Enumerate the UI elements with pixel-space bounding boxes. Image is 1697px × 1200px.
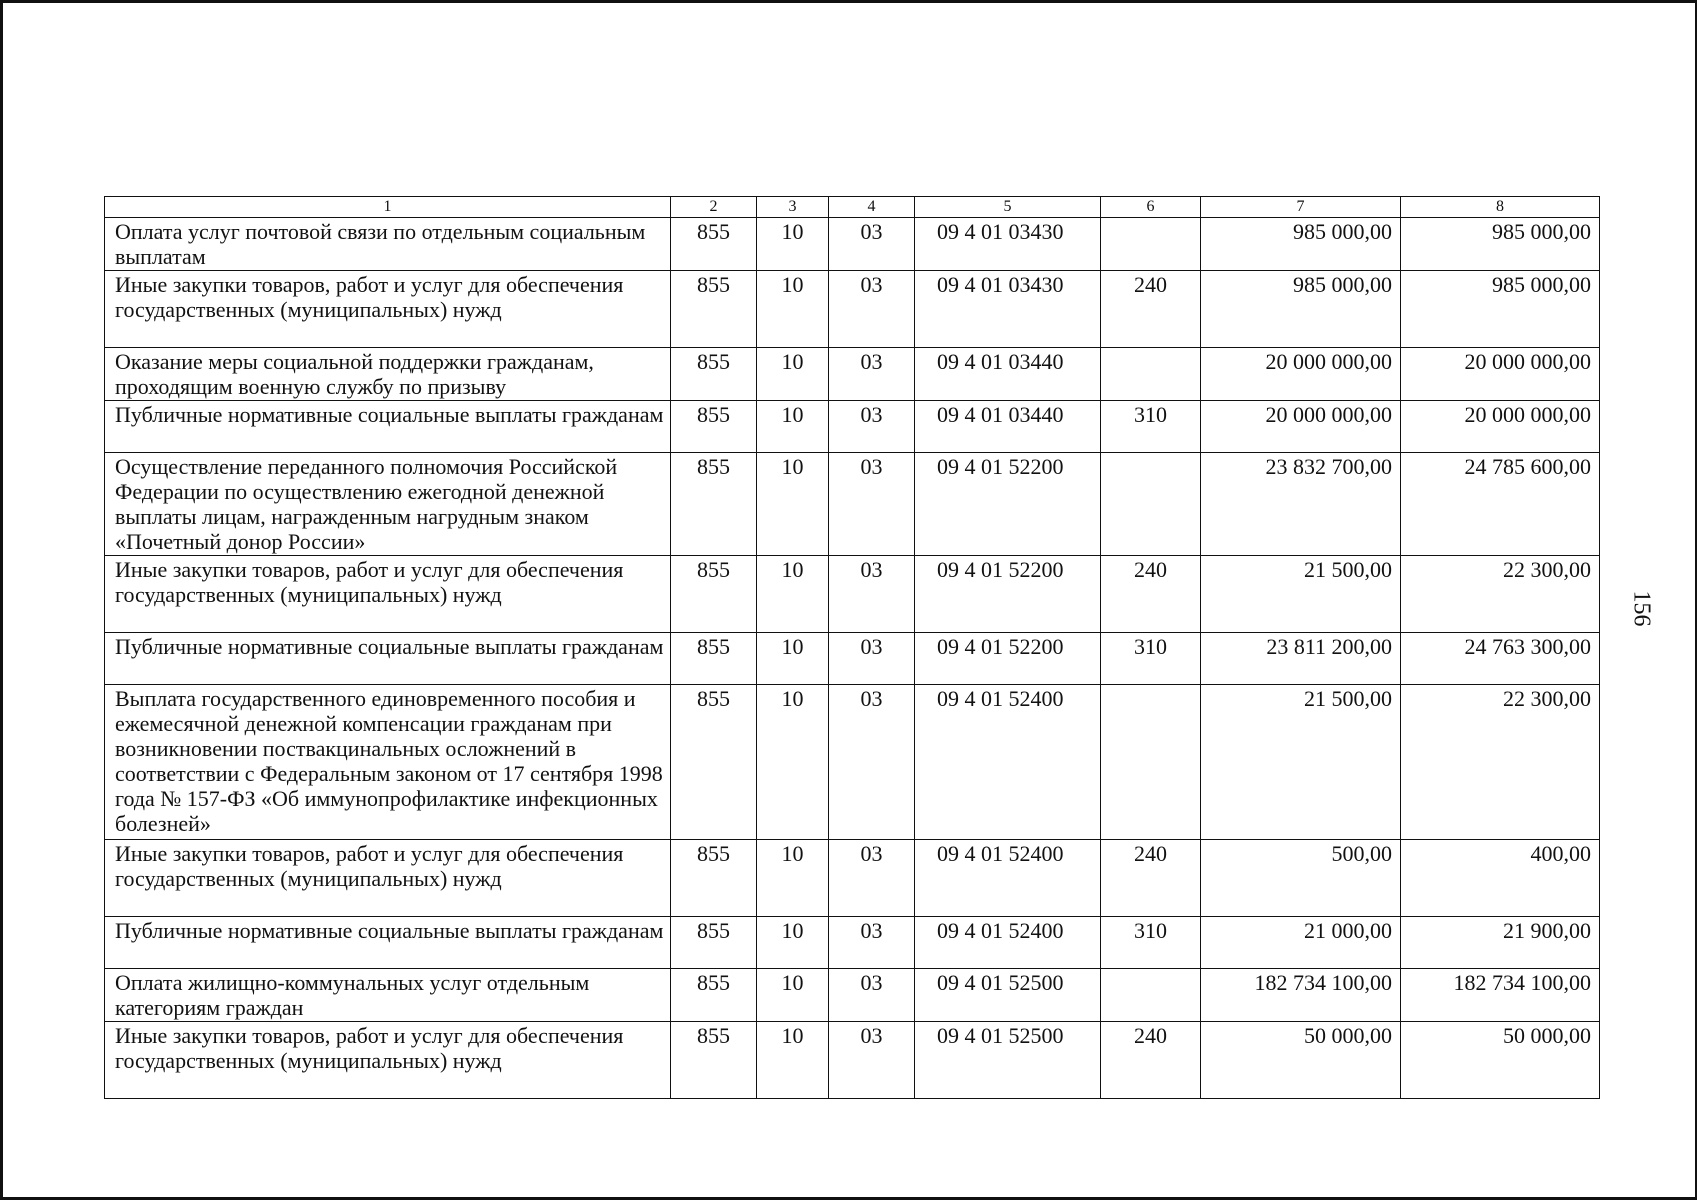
row-c7: 21 500,00 (1201, 685, 1401, 840)
row-c7: 985 000,00 (1201, 271, 1401, 348)
table-row (105, 685, 1600, 840)
row-c2: 855 (671, 401, 757, 453)
row-c8: 985 000,00 (1401, 271, 1600, 348)
row-c4: 03 (829, 271, 915, 348)
row-c8: 50 000,00 (1401, 1022, 1600, 1099)
row-c7: 23 811 200,00 (1201, 633, 1401, 685)
row-c3: 10 (757, 633, 829, 685)
header-col-1: 1 (105, 197, 671, 218)
row-c6: 240 (1101, 556, 1201, 633)
row-c2: 855 (671, 840, 757, 917)
header-col-8: 8 (1401, 197, 1600, 218)
row-c7: 182 734 100,00 (1201, 969, 1401, 1022)
page-number: 156 (1628, 590, 1655, 627)
table-row (105, 917, 1600, 969)
row-c5: 09 4 01 52400 (915, 685, 1101, 840)
row-name: Оказание меры социальной поддержки гражданам, проходящим военную службу по призыву (105, 348, 671, 401)
row-c2: 855 (671, 453, 757, 556)
row-c4: 03 (829, 969, 915, 1022)
row-c4: 03 (829, 840, 915, 917)
row-c6: 240 (1101, 840, 1201, 917)
header-row (105, 197, 1600, 218)
row-c7: 985 000,00 (1201, 218, 1401, 271)
row-c2: 855 (671, 1022, 757, 1099)
row-c6 (1101, 969, 1201, 1022)
table-row (105, 633, 1600, 685)
row-c8: 20 000 000,00 (1401, 401, 1600, 453)
row-c6: 310 (1101, 917, 1201, 969)
row-c3: 10 (757, 348, 829, 401)
row-c4: 03 (829, 348, 915, 401)
row-c5: 09 4 01 03430 (915, 271, 1101, 348)
row-c6: 310 (1101, 633, 1201, 685)
row-name: Публичные нормативные социальные выплаты гражданам (105, 401, 671, 453)
row-c5: 09 4 01 03430 (915, 218, 1101, 271)
row-c6 (1101, 348, 1201, 401)
row-c3: 10 (757, 1022, 829, 1099)
row-c6 (1101, 218, 1201, 271)
table-row (105, 556, 1600, 633)
row-c2: 855 (671, 348, 757, 401)
row-c8: 22 300,00 (1401, 685, 1600, 840)
table-row (105, 401, 1600, 453)
row-c5: 09 4 01 52200 (915, 556, 1101, 633)
row-c8: 24 785 600,00 (1401, 453, 1600, 556)
row-c2: 855 (671, 685, 757, 840)
row-c6: 310 (1101, 401, 1201, 453)
header-col-7: 7 (1201, 197, 1401, 218)
header-col-5: 5 (915, 197, 1101, 218)
row-c4: 03 (829, 401, 915, 453)
table-row (105, 969, 1600, 1022)
header-col-3: 3 (757, 197, 829, 218)
header-col-6: 6 (1101, 197, 1201, 218)
row-c3: 10 (757, 685, 829, 840)
row-c5: 09 4 01 52500 (915, 969, 1101, 1022)
row-c6: 240 (1101, 1022, 1201, 1099)
row-c4: 03 (829, 1022, 915, 1099)
table-row (105, 1022, 1600, 1099)
row-c3: 10 (757, 556, 829, 633)
row-name: Иные закупки товаров, работ и услуг для обеспечения государственных (муниципальных) нужд (105, 1022, 671, 1099)
row-c4: 03 (829, 218, 915, 271)
row-c3: 10 (757, 401, 829, 453)
table-row (105, 271, 1600, 348)
row-c8: 21 900,00 (1401, 917, 1600, 969)
row-c2: 855 (671, 218, 757, 271)
row-c4: 03 (829, 556, 915, 633)
row-c8: 400,00 (1401, 840, 1600, 917)
row-c7: 50 000,00 (1201, 1022, 1401, 1099)
row-c8: 20 000 000,00 (1401, 348, 1600, 401)
row-c2: 855 (671, 633, 757, 685)
row-name: Иные закупки товаров, работ и услуг для обеспечения государственных (муниципальных) нужд (105, 271, 671, 348)
row-c4: 03 (829, 917, 915, 969)
row-c4: 03 (829, 685, 915, 840)
row-c5: 09 4 01 52500 (915, 1022, 1101, 1099)
row-c2: 855 (671, 271, 757, 348)
row-c2: 855 (671, 969, 757, 1022)
row-c3: 10 (757, 840, 829, 917)
row-c5: 09 4 01 52400 (915, 840, 1101, 917)
row-c4: 03 (829, 633, 915, 685)
row-c6: 240 (1101, 271, 1201, 348)
row-c7: 20 000 000,00 (1201, 401, 1401, 453)
row-c3: 10 (757, 271, 829, 348)
row-c6 (1101, 685, 1201, 840)
row-name: Иные закупки товаров, работ и услуг для обеспечения государственных (муниципальных) нужд (105, 556, 671, 633)
row-c7: 23 832 700,00 (1201, 453, 1401, 556)
header-col-2: 2 (671, 197, 757, 218)
row-c7: 21 000,00 (1201, 917, 1401, 969)
budget-table (104, 196, 1600, 1099)
header-col-4: 4 (829, 197, 915, 218)
row-name: Иные закупки товаров, работ и услуг для обеспечения государственных (муниципальных) нужд (105, 840, 671, 917)
row-c7: 20 000 000,00 (1201, 348, 1401, 401)
row-name: Публичные нормативные социальные выплаты гражданам (105, 917, 671, 969)
row-c2: 855 (671, 556, 757, 633)
row-c3: 10 (757, 453, 829, 556)
table-row (105, 348, 1600, 401)
row-c4: 03 (829, 453, 915, 556)
row-c8: 985 000,00 (1401, 218, 1600, 271)
table-row (105, 218, 1600, 271)
row-c5: 09 4 01 52200 (915, 453, 1101, 556)
row-c3: 10 (757, 218, 829, 271)
row-c5: 09 4 01 03440 (915, 348, 1101, 401)
row-c8: 22 300,00 (1401, 556, 1600, 633)
row-name: Оплата жилищно-коммунальных услуг отдельным категориям граждан (105, 969, 671, 1022)
row-name: Оплата услуг почтовой связи по отдельным социальным выплатам (105, 218, 671, 271)
row-c2: 855 (671, 917, 757, 969)
row-c5: 09 4 01 03440 (915, 401, 1101, 453)
row-name: Публичные нормативные социальные выплаты гражданам (105, 633, 671, 685)
row-c3: 10 (757, 969, 829, 1022)
row-name: Осуществление переданного полномочия Российской Федерации по осуществлению ежегодной денежной выплаты лицам, награжденным нагрудным знаком «Почетный донор России» (105, 453, 671, 556)
row-c6 (1101, 453, 1201, 556)
row-c5: 09 4 01 52200 (915, 633, 1101, 685)
row-c7: 21 500,00 (1201, 556, 1401, 633)
row-c8: 24 763 300,00 (1401, 633, 1600, 685)
row-c3: 10 (757, 917, 829, 969)
row-c5: 09 4 01 52400 (915, 917, 1101, 969)
row-c8: 182 734 100,00 (1401, 969, 1600, 1022)
table-row (105, 453, 1600, 556)
table-row (105, 840, 1600, 917)
row-c7: 500,00 (1201, 840, 1401, 917)
row-name: Выплата государственного единовременного пособия и ежемесячной денежной компенсации гражданам при возникновении поствакцинальных осложнений в соответствии с Федеральным законом от 17 сентября 1998 года № 157-ФЗ «Об иммунопрофилактике инфекционных болезней» (105, 685, 671, 840)
